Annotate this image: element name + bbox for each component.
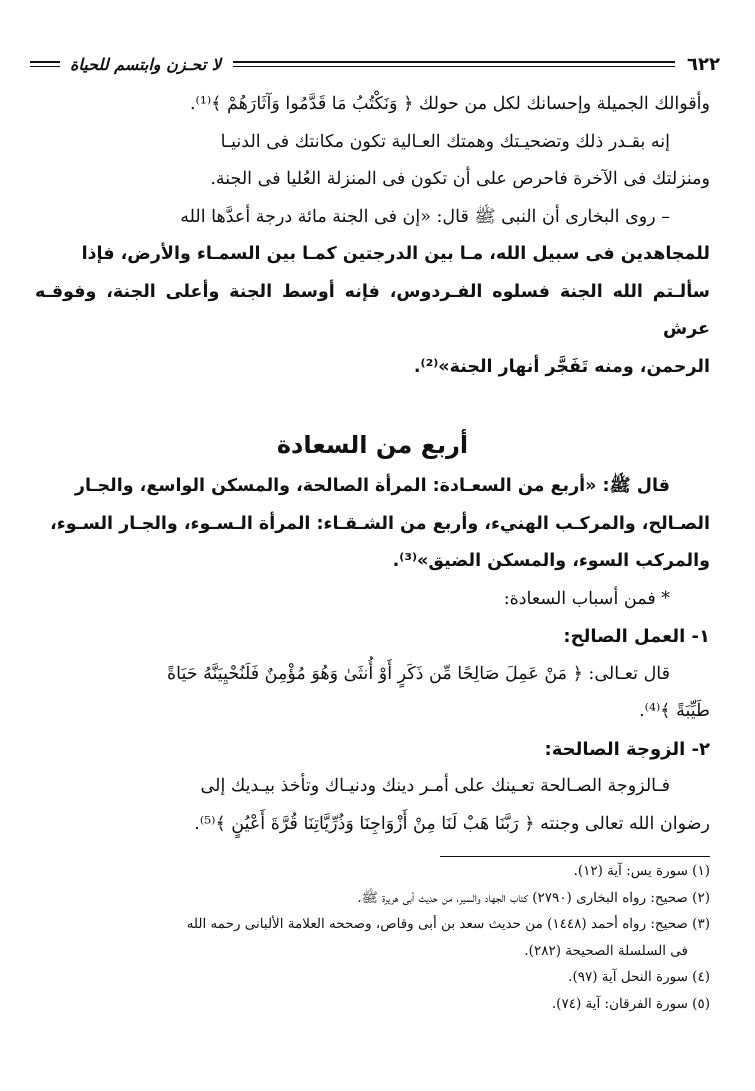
text-line: وأقوالك الجميلة وإحسانك لكل من حولك ﴿ وَنَكْتُبُ مَا قَدَّمُوا وَآثَارَهُمْ ﴾⁽¹⁾. (189, 94, 710, 114)
text-line: ومنزلتك فى الآخرة فاحرص على أن تكون فى المنزلة العُليا فى الجنة. (210, 169, 710, 189)
footnote: (١) سورة يس: آية (١٢). (573, 863, 710, 879)
text-line: * فمن أسباب السعادة: (503, 588, 670, 609)
page-number: ٦٢٢ (687, 53, 720, 75)
footnote-divider (440, 856, 710, 857)
subheading-righteous-wife: ٢- الزوجة الصالحة: (544, 738, 710, 760)
footnote: (٤) سورة النحل آية (٩٧). (568, 969, 710, 985)
section-title: أربع من السعادة (276, 431, 469, 459)
section-gap (35, 386, 710, 422)
footnote-continuation: فى السلسلة الصحيحة (٢٨٢). (524, 942, 688, 959)
header-rule (233, 61, 675, 67)
page-header (30, 44, 720, 84)
verse-line: قال تعـالى: ﴿ مَنْ عَمِلَ صَالِحًا مِّن ذَكَرٍ أَوْ أُنثَىٰ وَهُوَ مُؤْمِنٌ فَلَنُحْيِيَنَّهُ حَيَاةً (166, 663, 670, 684)
main-text (35, 86, 710, 843)
hadith-line: قال ﷺ: «أربع من السعـادة: المرأة الصالحة، والمسكن الواسع، والجـار (74, 476, 670, 496)
hadith-line: سألـتم الله الجنة فسلوه الفـردوس، فإنه أوسط الجنة وأعلى الجنة، وفوقـه عرش (35, 281, 710, 339)
footnote: (٣) صحيح: رواه أحمد (١٤٤٨) من حديث سعد بن أبى وقاص، وصححه العلامة الألبانى رحمه الله (186, 916, 710, 932)
hadith-line: للمجاهدين فى سبيل الله، مـا بين الدرجتين كمـا بين السمـاء والأرض، فإذا (81, 244, 710, 264)
hadith-line: الرحمن، ومنه تَفَجَّر أنهار الجنة»⁽²⁾. (413, 356, 710, 377)
footnote: (٥) سورة الفرقان: آية (٧٤). (551, 995, 710, 1012)
verse-line: طَيِّبَةً ﴾⁽⁴⁾. (639, 701, 710, 721)
text-line: رضوان الله تعالى وجنته ﴿ رَبَّنَا هَبْ لَنَا مِنْ أَزْوَاجِنَا وَذُرِّيَّاتِنَا قُرَّةَ أَعْيُنٍ ﴾⁽⁵⁾. (194, 813, 710, 834)
text-line: إنه بقـدر ذلك وتضحيـتك وهمتك العـالية تكون مكانتك فى الدنيـا (220, 131, 670, 152)
footnotes (35, 858, 710, 1017)
hadith-line: الصـالح، والمركـب الهنيء، وأربع من الشـقـاء: المرأة الـسـوء، والجـار السـوء، (50, 513, 710, 534)
book-title: لا تحـزن وابتسم للحياة (70, 54, 221, 74)
text-line: – روى البخارى أن النبى ﷺ قال: «إن فى الجنة مائة درجة أعدَّها الله (180, 206, 670, 227)
footnote: (٢) صحيح: رواه البخارى (٢٧٩٠) كتاب الجهاد والسير، من حديث أبى هريرة ﷺ. (357, 889, 710, 906)
header-left-dash (30, 61, 60, 67)
subheading-good-deeds: ١- العمل الصالح: (563, 626, 710, 647)
hadith-line: والمركب السوء، والمسكن الضيق»⁽³⁾. (392, 551, 710, 571)
text-line: فـالزوجة الصـالحة تعـينك على أمـر دينك ودنيـاك وتأخذ بيـديك إلى (200, 776, 670, 796)
